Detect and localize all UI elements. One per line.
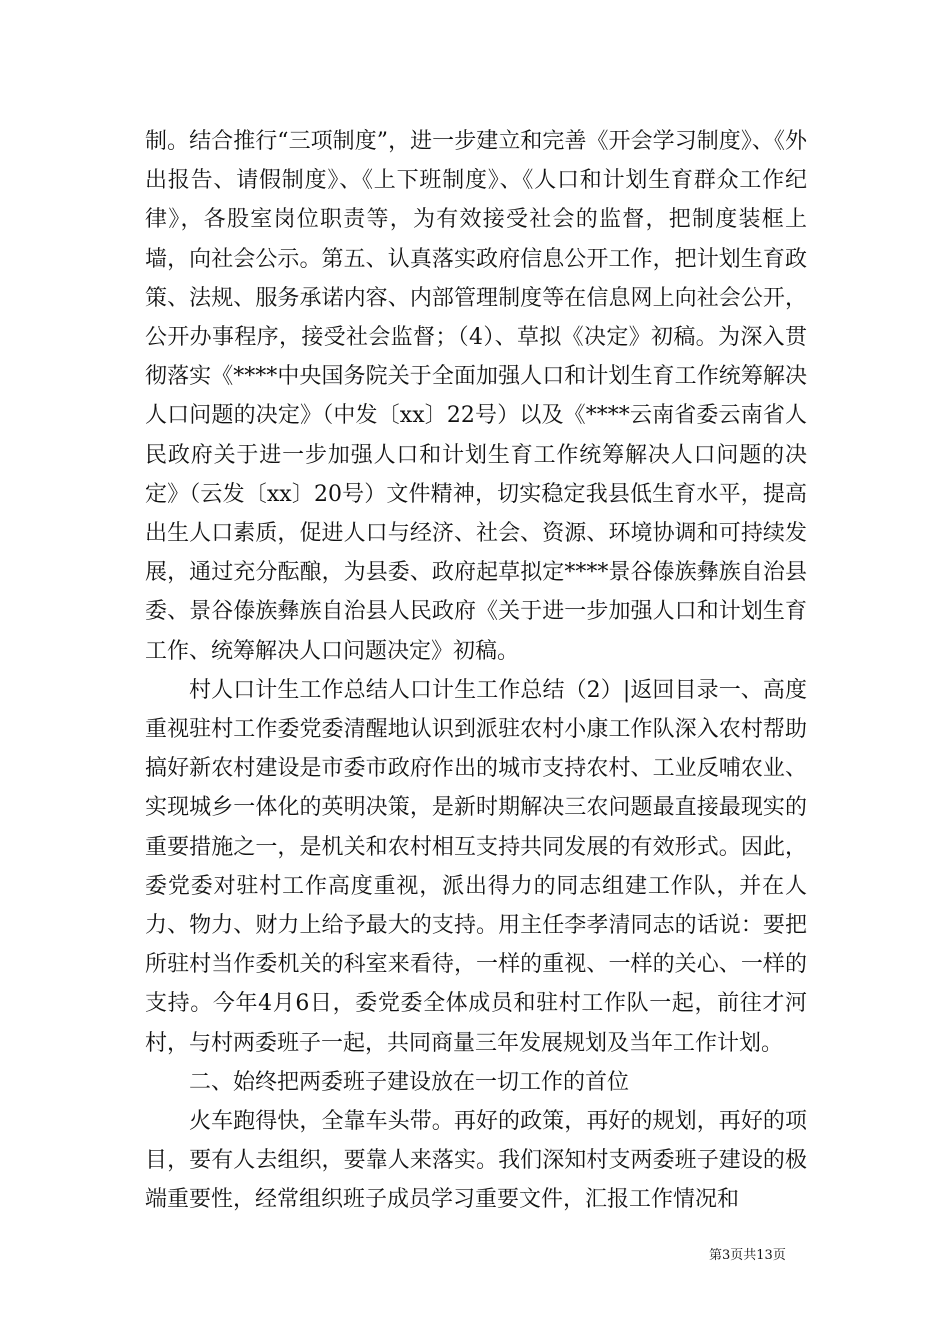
document-body: [145, 122, 807, 1220]
page-number-footer: 第3页共13页: [709, 1248, 786, 1263]
paragraph-2: 村人口计生工作总结人口计生工作总结（2）|返回目录一、高度重视驻村工作委党委清醒地认识到派驻农村小康工作队深入农村帮助搞好新农村建设是市委市政府作出的城市支持农村、工业反哺农业、实现城乡一体化的英明决策，是新时期解决三农问题最直接最现实的重要措施之一，是机关和农村相互支持共同发展的有效形式。因此，委党委对驻村工作高度重视，派出得力的同志组建工作队，并在人力、物力、财力上给予最大的支持。用主任李孝清同志的话说：要把所驻村当作委机关的科室来看待，一样的重视、一样的关心、一样的支持。今年4月6日，委党委全体成员和驻村工作队一起，前往才河村，与村两委班子一起，共同商量三年发展规划及当年工作计划。: [145, 677, 807, 1056]
section-heading: 二、始终把两委班子建设放在一切工作的首位: [189, 1069, 630, 1095]
paragraph-3: 火车跑得快，全靠车头带。再好的政策，再好的规划，再好的项目，要有人去组织，要靠人来落实。我们深知村支两委班子建设的极端重要性，经常组织班子成员学习重要文件，汇报工作情况和: [145, 1109, 807, 1213]
paragraph-1: 制。结合推行“三项制度”，进一步建立和完善《开会学习制度》、《外出报告、请假制度》、《上下班制度》、《人口和计划生育群众工作纪律》，各股室岗位职责等，为有效接受社会的监督，把制度装框上墙，向社会公示。第五、认真落实政府信息公开工作，把计划生育政策、法规、服务承诺内容、内部管理制度等在信息网上向社会公开，公开办事程序，接受社会监督；（4）、草拟《决定》初稿。为深入贯彻落实《****中央国务院关于全面加强人口和计划生育工作统筹解决人口问题的决定》（中发〔xx〕22号）以及《****云南省委云南省人民政府关于进一步加强人口和计划生育工作统筹解决人口问题的决定》（云发〔xx〕20号）文件精神，切实稳定我县低生育水平，提高出生人口素质，促进人口与经济、社会、资源、环境协调和可持续发展，通过充分酝酿，为县委、政府起草拟定****景谷傣族彝族自治县委、景谷傣族彝族自治县人民政府《关于进一步加强人口和计划生育工作、统筹解决人口问题决定》初稿。: [145, 129, 807, 664]
